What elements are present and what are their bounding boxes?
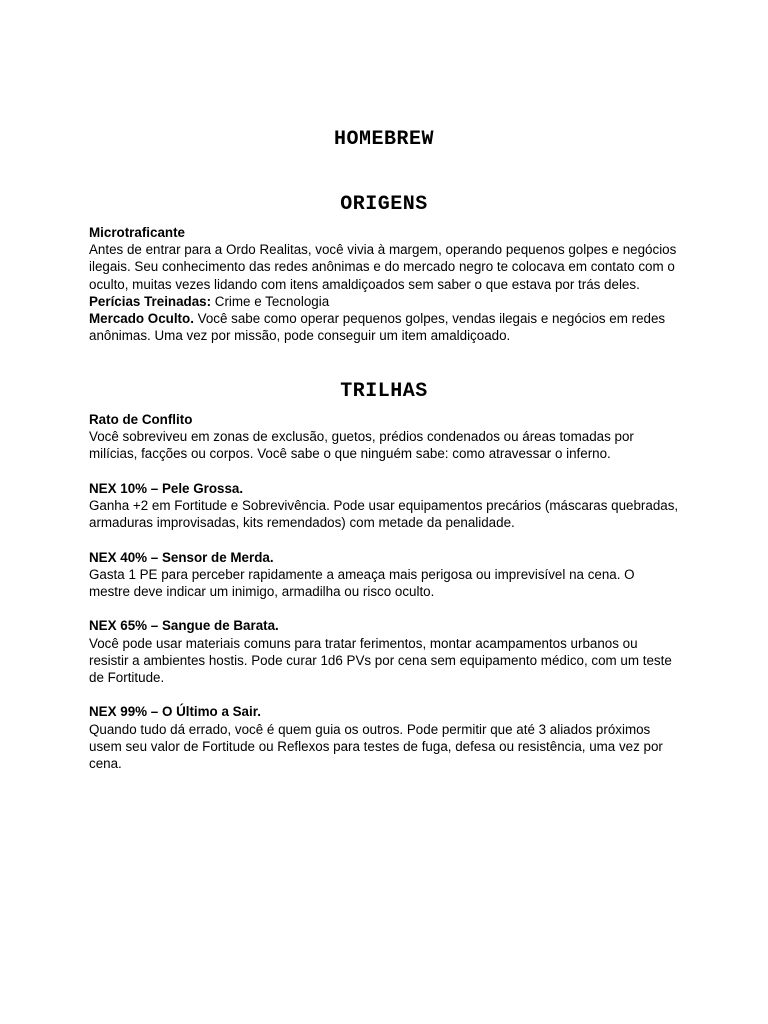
origem-description: Antes de entrar para a Ordo Realitas, você vivia à margem, operando pequenos golpes e negócios ilegais. Seu conhecimento das redes anônimas e do mercado negro te colocava em contato com o oculto, muitas vezes lidando com itens amaldiçoados sem saber o que estava por trás deles.: [89, 242, 677, 292]
trilha-description: Você sobreviveu em zonas de exclusão, guetos, prédios condenados ou áreas tomadas por milícias, facções ou corpos. Você sabe o que ninguém sabe: como atravessar o inferno.: [89, 429, 634, 462]
section-heading-trilhas: TRILHAS: [340, 380, 428, 403]
nex-40-title: NEX 40% – Sensor de Merda.: [89, 549, 274, 565]
trilha-name: Rato de Conflito: [89, 412, 193, 427]
pericias-label: Perícias Treinadas:: [89, 293, 212, 309]
origem-pericias: [89, 293, 679, 310]
nex-99-text: Quando tudo dá errado, você é quem guia os outros. Pode permitir que até 3 aliados próximos usem seu valor de Fortitude ou Reflexos para testes de fuga, defesa ou resistência, uma vez por cena.: [89, 721, 663, 771]
power-label: Mercado Oculto.: [89, 311, 194, 327]
origem-power: [89, 310, 679, 344]
trilha-section: [89, 411, 679, 772]
nex-10-text: Ganha +2 em Fortitude e Sobrevivência. Pode usar equipamentos precários (máscaras quebradas, armaduras improvisadas, kits remendados) com metade da penalidade.: [89, 498, 679, 531]
nex-65-text: Você pode usar materiais comuns para tratar ferimentos, montar acampamentos urbanos ou resistir a ambientes hostis. Pode curar 1d6 PVs por cena sem equipamento médico, com um teste de Fortitude.: [89, 635, 672, 685]
pericias-value: Crime e Tecnologia: [211, 293, 330, 309]
origem-name: Microtraficante: [89, 225, 185, 240]
nex-40-text: Gasta 1 PE para perceber rapidamente a ameaça mais perigosa ou imprevisível na cena. O mestre deve indicar um inimigo, armadilha ou risco oculto.: [89, 566, 635, 599]
power-text: Você sabe como operar pequenos golpes, vendas ilegais e negócios em redes anônimas. Uma vez por missão, pode conseguir um item amaldiçoado.: [89, 311, 666, 344]
nex-10-title: NEX 10% – Pele Grossa.: [89, 480, 244, 496]
nex-99-title: NEX 99% – O Último a Sair.: [89, 704, 261, 720]
nex-65-title: NEX 65% – Sangue de Barata.: [89, 618, 279, 634]
title-homebrew: HOMEBREW: [333, 128, 434, 151]
origem-section: [89, 224, 679, 344]
section-heading-origens: ORIGENS: [340, 193, 428, 216]
